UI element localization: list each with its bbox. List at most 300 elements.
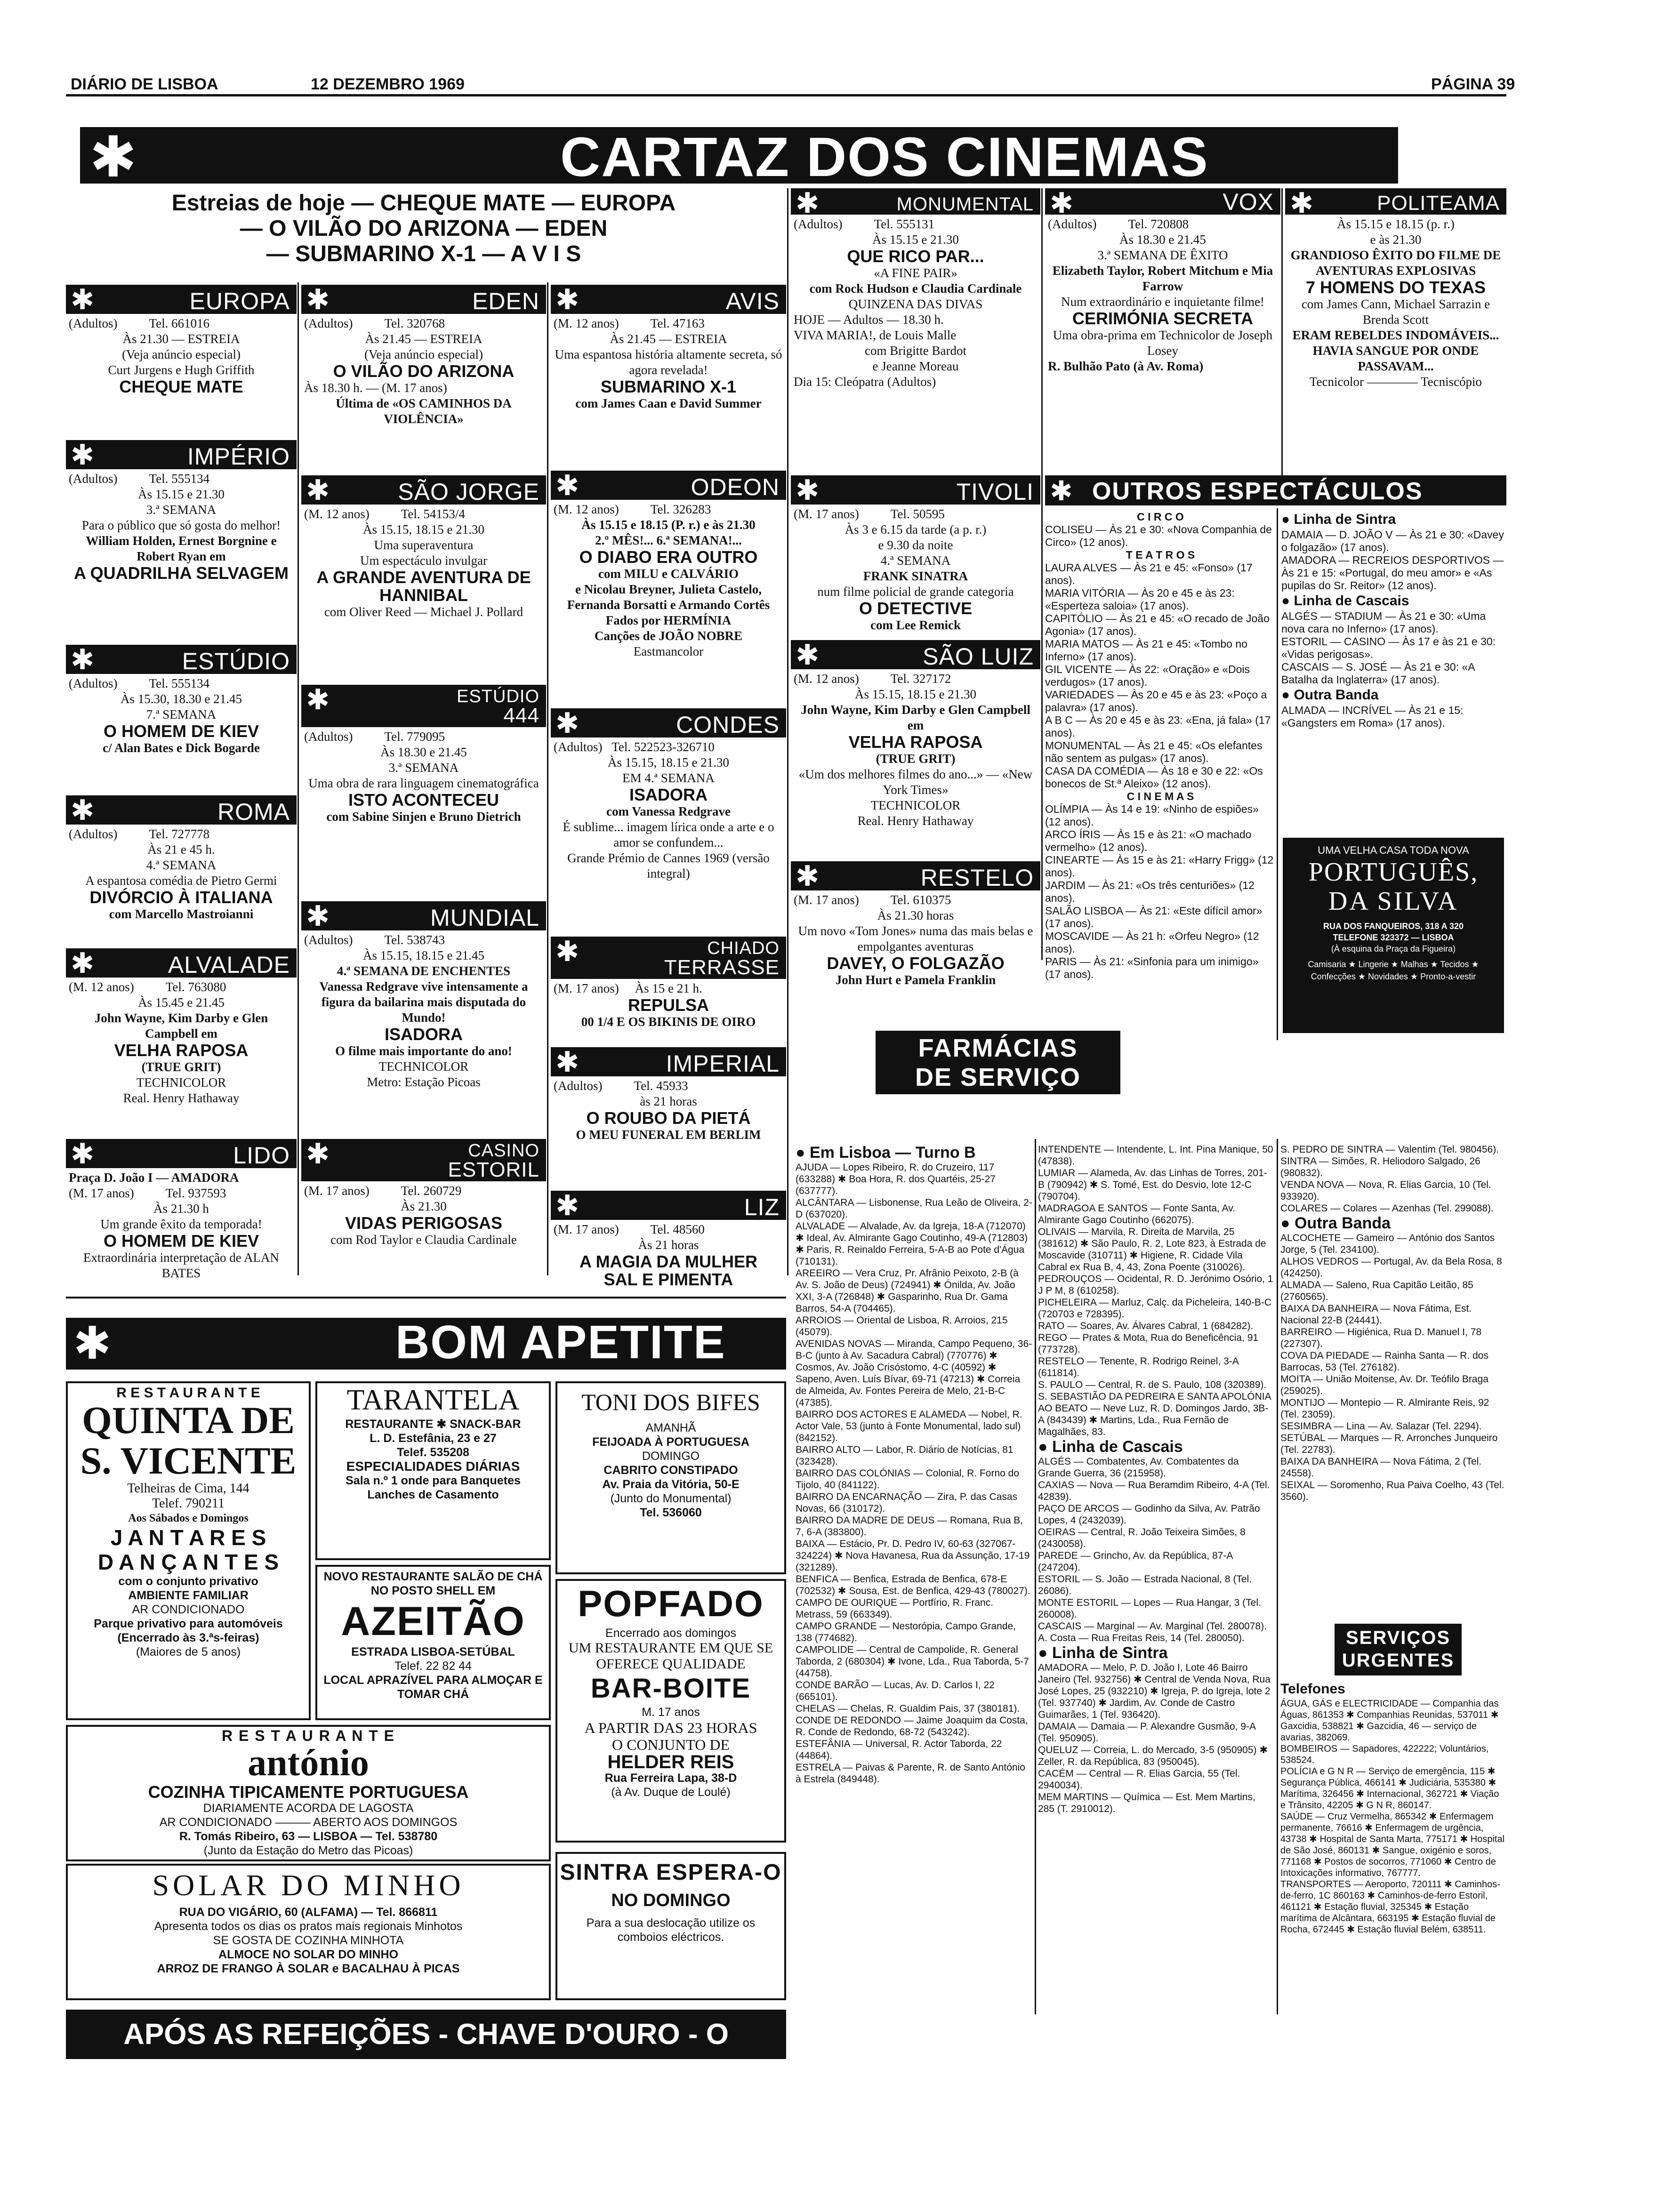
cinema-avis bbox=[551, 285, 786, 473]
info-line: (M. 17 anos) Tel. 50595 bbox=[794, 507, 945, 521]
ad-line: CABRITO CONSTIPADO bbox=[603, 1464, 738, 1477]
premieres-block bbox=[75, 191, 772, 267]
info-line: Dia 15: Cleópatra (Adultos) bbox=[794, 375, 936, 389]
info-line: Real. Henry Hathaway bbox=[857, 814, 974, 828]
info-line: 4.ª SEMANA DE ENCHENTES bbox=[337, 964, 511, 978]
cinema-header bbox=[301, 685, 546, 727]
ad-line: Apresenta todos os dias os pratos mais regionais Minhotos bbox=[154, 1920, 463, 1933]
film-title: REPULSA bbox=[627, 995, 709, 1015]
cinema-name: LIDO bbox=[233, 1142, 290, 1168]
show-line: COLISEU — Às 21 e 30: «Nova Companhia de Circo» (12 anos). bbox=[1045, 523, 1272, 548]
cinema-name: RESTELO bbox=[920, 865, 1034, 890]
film-title: VIDAS PERIGOSAS bbox=[345, 1213, 503, 1233]
cinema-lido bbox=[66, 1139, 297, 1290]
pharmacy-line: CONDE DE REDONDO — Jaime Joaquim da Costa, R. Conde de Redondo, 68-72 (543242). bbox=[796, 1715, 1028, 1738]
asterisk-icon: ✱ bbox=[71, 795, 95, 825]
ad-line: ARROZ DE FRANGO À SOLAR e BACALHAU À PICAS bbox=[157, 1962, 460, 1975]
info-line: Eastmancolor bbox=[633, 644, 704, 658]
show-line: CASCAIS — S. JOSÉ — Às 21 e 30: «A Batalha da Inglaterra» (17 anos). bbox=[1281, 661, 1475, 686]
film-title: O VILÃO DO ARIZONA bbox=[333, 361, 515, 381]
ad-name: HELDER REIS bbox=[607, 1752, 734, 1772]
cinema-header bbox=[791, 475, 1040, 505]
ad-tarantela bbox=[315, 1381, 551, 1560]
ad-line: TELEFONE 323372 — LISBOA bbox=[1333, 933, 1454, 942]
show-line: MARIA VITÓRIA — Às 20 e 45 e às 23: «Esperteza saloia» (17 anos). bbox=[1045, 587, 1235, 612]
cinema-condes bbox=[551, 708, 786, 911]
info-line: 2.º MÊS!... 6.ª SEMANA!... bbox=[595, 533, 742, 547]
info-line: (Adultos) Tel. 720808 bbox=[1048, 217, 1189, 231]
info-line: Uma obra de rara linguagem cinematográfica bbox=[308, 776, 539, 790]
info-line: com James Cann, Michael Sarrazin e Brenda Scott bbox=[1301, 297, 1493, 327]
film-title: 7 HOMENS DO TEXAS bbox=[1305, 278, 1486, 297]
pharmacy-line: BAIRRO DA ENCARNAÇÃO — Zira, P. das Casas Novas, 66 (310172). bbox=[796, 1491, 1018, 1514]
pharmacy-line: DAMAIA — Damaia — P. Alexandre Gusmão, 9-A (Tel. 950905). bbox=[1038, 1721, 1255, 1744]
asterisk-icon: ✱ bbox=[306, 685, 330, 716]
info-line: TECHNICOLOR bbox=[378, 1059, 469, 1074]
pharmacy-line: S. PEDRO DE SINTRA — Valentim (Tel. 980456). bbox=[1280, 1144, 1499, 1155]
info-line: Às 18.30 e 21.45 bbox=[1119, 232, 1206, 247]
info-line: (Adultos) Tel. 555134 bbox=[69, 676, 210, 690]
ad-name: AZEITÃO bbox=[341, 1599, 525, 1644]
cinema-name: TIVOLI bbox=[956, 479, 1034, 505]
info-line: Às 15.15, 18.15 e 21.30 bbox=[363, 522, 484, 537]
cinema-roma bbox=[66, 795, 297, 946]
info-line: com Rock Hudson e Claudia Cardinale bbox=[809, 281, 1022, 296]
pharmacy-line: QUELUZ — Correia, L. do Mercado, 3-5 (950905) ✱ Zeller, R. da República, 83 (950045). bbox=[1038, 1745, 1268, 1767]
pharmacy-line: PAREDE — Grincho, Av. da República, 87-A (247204). bbox=[1038, 1550, 1233, 1573]
asterisk-icon: ✱ bbox=[1050, 475, 1073, 505]
cinema-header bbox=[791, 188, 1040, 215]
cinema-name: SÃO LUIZ bbox=[923, 643, 1034, 669]
cinema-imperio bbox=[66, 440, 297, 642]
info-line: QUINZENA DAS DIVAS bbox=[848, 297, 983, 311]
pharmacy-line: BAIXA DA BANHEIRA — Nova Fátima, Est. Nacional 22-B (24441). bbox=[1280, 1303, 1472, 1326]
pharmacies-col-2 bbox=[1038, 1144, 1273, 1815]
info-line: (Adultos) Tel. 555131 bbox=[794, 217, 935, 231]
film-title: VELHA RAPOSA bbox=[848, 732, 983, 752]
info-line: c/ Alan Bates e Dick Bogarde bbox=[103, 741, 260, 755]
info-line: Às 15.30, 18.30 e 21.45 bbox=[121, 692, 242, 706]
info-line: Extraordinária interpretação de ALAN BATES bbox=[83, 1250, 282, 1280]
ad-quinta-sao-vicente bbox=[66, 1381, 311, 1720]
pharmacy-line: AVENIDAS NOVAS — Miranda, Campo Pequeno, 36-B-C (junto à Av. Sacadura Cabral) (770776) ✱ Cosmos, Av. João Crisóstomo, 4-C (40592) ✱ Sapeno, Aven. Luís Bívar, 69-71 (47213) ✱ Correia de Almeida, Av. Fontes Pereira de Melo, 21-B-C (47385). bbox=[796, 1338, 1032, 1408]
info-line: John Wayne, Kim Darby e Glen Campbell em bbox=[94, 1011, 272, 1041]
info-line: e 9.30 da noite bbox=[878, 538, 953, 552]
pharmacy-line: CAXIAS — Nova — Rua Beramdim Ribeiro, 4-A (Tel. 42839). bbox=[1038, 1480, 1270, 1502]
cinema-estudio bbox=[66, 645, 297, 795]
pharmacy-line: SINTRA — Simões, R. Heliodoro Salgado, 26 (980832). bbox=[1280, 1156, 1480, 1178]
pharmacy-line: MONTIJO — Montepio — R. Almirante Reis, 92 (Tel. 23059). bbox=[1280, 1397, 1489, 1420]
cinema-name: IMPERIAL bbox=[666, 1050, 780, 1076]
info-line: com Rod Taylor e Claudia Cardinale bbox=[330, 1233, 517, 1247]
info-line: Às 18.30 h. — (M. 17 anos) bbox=[304, 381, 447, 395]
cinema-name: ROMA bbox=[217, 799, 290, 825]
info-line: Metro: Estação Picoas bbox=[367, 1075, 481, 1089]
info-line: Às 21.45 — ESTREIA bbox=[610, 332, 727, 346]
ad-sintra-trains bbox=[555, 1852, 786, 2000]
info-line: Às 21 horas bbox=[638, 1238, 699, 1252]
ad-line: R E S T A U R A N T E bbox=[116, 1385, 260, 1401]
column-rule bbox=[547, 282, 548, 1275]
ad-name: BAR-BOITE bbox=[590, 1673, 751, 1704]
show-line: ALGÉS — STADIUM — Às 21 e 30: «Uma nova cara no Inferno» (17 anos). bbox=[1281, 610, 1486, 635]
info-line: GRANDIOSO ÊXITO DO FILME DE AVENTURAS EXPLOSIVAS bbox=[1290, 248, 1504, 278]
region-heading: ● Linha de Cascais bbox=[1038, 1438, 1183, 1456]
pharmacy-line: BAIRRO ALTO — Labor, R. Diário de Notícias, 81 (323428). bbox=[796, 1444, 1014, 1467]
asterisk-icon: ✱ bbox=[71, 440, 95, 469]
pharmacy-line: CAMPOLIDE — Central de Campolide, R. General Taborda, 2 (680304) ✱ Ivone, Lda., Rua Taborda, 5-7 (44758). bbox=[796, 1644, 1029, 1679]
ad-line: RUA DOS FANQUEIROS, 318 A 320 bbox=[1323, 922, 1464, 931]
issue-date: 12 DEZEMBRO 1969 bbox=[311, 75, 465, 93]
ad-name: S. VICENTE bbox=[80, 1439, 297, 1482]
info-line: Às 3 e 6.15 da tarde (a p. r.) bbox=[845, 522, 987, 537]
ad-line: Telheiras de Cima, 144 bbox=[127, 1481, 249, 1496]
ad-name: POPFADO bbox=[578, 1583, 764, 1624]
pharmacy-line: RESTELO — Tenente, R. Rodrigo Reinel, 3-A (611814). bbox=[1038, 1356, 1239, 1378]
ad-line: DOMINGO bbox=[642, 1450, 700, 1463]
cinema-name-line2: ESTORIL bbox=[448, 1158, 539, 1181]
film-title: O ROUBO DA PIETÁ bbox=[586, 1108, 751, 1128]
pharmacy-line: MADRAGOA E SANTOS — Fonte Santa, Av. Almirante Gago Coutinho (662075). bbox=[1038, 1203, 1235, 1226]
asterisk-icon: ✱ bbox=[89, 125, 137, 190]
cinema-name: ODEON bbox=[691, 474, 780, 500]
region-heading: ● Outra Banda bbox=[1280, 1214, 1391, 1232]
ad-name: DA SILVA bbox=[1328, 887, 1459, 916]
cinema-restelo bbox=[791, 861, 1040, 1017]
column-rule bbox=[1277, 1139, 1278, 2014]
pharmacy-line: ARROIOS — Oriental de Lisboa, R. Arroios, 215 (45079). bbox=[796, 1315, 1008, 1338]
pharmacy-line: MONTE ESTORIL — Lopes — Rua Hangar, 3 (Tel. 260008). bbox=[1038, 1597, 1261, 1620]
cinema-header bbox=[301, 475, 546, 505]
asterisk-icon: ✱ bbox=[555, 1191, 579, 1220]
ad-restaurante-antonio bbox=[66, 1725, 551, 1861]
urgent-services-title: SERVIÇOS bbox=[1346, 1627, 1450, 1648]
ad-line: UMA VELHA CASA TODA NOVA bbox=[1318, 844, 1469, 856]
asterisk-icon: ✱ bbox=[555, 285, 579, 314]
ad-line: R. Tomás Ribeiro, 63 — LISBOA — Tel. 538780 bbox=[179, 1830, 438, 1843]
show-line: ALMADA — INCRÍVEL — Às 21 e 15: «Gangsters em Roma» (17 anos). bbox=[1281, 704, 1464, 729]
newspaper-name: DIÁRIO DE LISBOA bbox=[71, 75, 218, 93]
asterisk-icon: ✱ bbox=[796, 640, 820, 669]
ad-line: FEIJOADA À PORTUGUESA bbox=[592, 1435, 749, 1449]
info-line: (Adultos) Tel. 320768 bbox=[304, 316, 445, 330]
info-line: (M. 17 anos) Tel. 48560 bbox=[554, 1222, 705, 1236]
info-line: às 21 horas bbox=[640, 1094, 697, 1108]
ad-name: J A N T A R E S bbox=[110, 1525, 266, 1550]
cinema-header bbox=[66, 285, 297, 314]
film-title: O HOMEM DE KIEV bbox=[103, 721, 259, 741]
film-title: A GRANDE AVENTURA DE HANNIBAL bbox=[316, 568, 536, 605]
show-line: OLÍMPIA — Às 14 e 19: «Ninho de espiões» (12 anos). bbox=[1045, 803, 1259, 828]
service-line: ÁGUA, GÁS e ELECTRICIDADE — Companhia das Águas, 861353 ✱ Companhias Reunidas, 537011 ✱ Gaxcidia, 538821 ✱ Gazcidia, 46 — serviço de avarias, 382069. bbox=[1280, 1699, 1499, 1743]
info-line: Fados por HERMÍNIA bbox=[605, 613, 732, 627]
film-title: CHEQUE MATE bbox=[119, 377, 243, 396]
service-line: SAÚDE — Cruz Vermelha, 865342 ✱ Enfermagem permanente, 76616 ✱ Enfermagem de urgência, 43738 ✱ Hospital de Santa Marta, 775171 ✱ Hospital de São José, 860131 ✱ Sangue, oxigénio e soros, 771168 ✱ Postos de socorros, 771060 ✱ Centro de Intoxicações informativo, 767777. bbox=[1280, 1811, 1505, 1878]
info-line: Um novo «Tom Jones» numa das mais belas e empolgantes aventuras bbox=[798, 924, 1037, 954]
asterisk-icon: ✱ bbox=[555, 1047, 579, 1076]
column-rule bbox=[1041, 188, 1043, 960]
cinema-name: LIZ bbox=[744, 1194, 780, 1220]
ad-line: R E S T A U R A N T E bbox=[222, 1727, 395, 1744]
info-line: Às 21.30 horas bbox=[877, 908, 954, 922]
info-line: e Nicolau Breyner, Julieta Castelo, Fernanda Borsatti e Armando Cortês bbox=[567, 582, 770, 612]
pharmacy-line: BAIXA DA BANHEIRA — Nova Fátima, 2 (Tel. 24558). bbox=[1280, 1456, 1482, 1479]
region-heading: ● Outra Banda bbox=[1281, 687, 1379, 703]
other-shows-header bbox=[1045, 475, 1506, 505]
divider bbox=[66, 1297, 786, 1298]
cinema-alvalade bbox=[66, 948, 297, 1137]
ad-line: Parque privativo para automóveis bbox=[94, 1617, 283, 1630]
cinema-name: AVIS bbox=[725, 288, 780, 314]
cinema-name-number: 444 bbox=[503, 704, 539, 727]
page-title: CARTAZ DOS CINEMAS bbox=[560, 126, 1209, 188]
pharmacy-line: OEIRAS — Central, R. João Teixeira Simões, 8 (2430058). bbox=[1038, 1527, 1246, 1549]
show-line: MONUMENTAL — Às 21 e 45: «Os elefantes não sentem as pulgas» (17 anos). bbox=[1045, 739, 1263, 764]
bom-apetite-title: BOM APETITE bbox=[395, 1316, 726, 1369]
info-line: Real. Henry Hathaway bbox=[123, 1091, 240, 1105]
pharmacy-line: ALCOCHETE — Gameiro — António dos Santos Jorge, 5 (Tel. 234100). bbox=[1280, 1233, 1495, 1255]
info-line: Às 15.15, 18.15 e 21.45 bbox=[363, 948, 484, 962]
pharmacy-line: CHELAS — Chelas, R. Gualdim Pais, 37 (380181). bbox=[796, 1703, 1020, 1714]
ad-line: AMBIENTE FAMILIAR bbox=[128, 1589, 249, 1602]
film-title: O DETECTIVE bbox=[859, 599, 973, 618]
film-title: VELHA RAPOSA bbox=[114, 1041, 249, 1060]
ad-line: Sala n.º 1 onde para Banquetes bbox=[346, 1474, 521, 1487]
asterisk-icon: ✱ bbox=[73, 1317, 112, 1370]
info-line: Às 21.30 — ESTREIA bbox=[122, 332, 240, 346]
pharmacy-line: BAIRRO DAS COLÓNIAS — Colonial, R. Forno do Tijolo, 40 (841122). bbox=[796, 1468, 1019, 1491]
pharmacy-line: CAMPO DE OURIQUE — Portfírio, R. Franc. Metrass, 59 (663349). bbox=[796, 1597, 994, 1620]
cinema-header bbox=[551, 937, 786, 979]
info-line: 4.ª SEMANA bbox=[146, 858, 217, 872]
premieres-line: — O VILÃO DO ARIZONA — EDEN bbox=[240, 216, 608, 241]
cinema-header bbox=[551, 285, 786, 314]
info-line: 3.ª SEMANA bbox=[146, 503, 217, 517]
ad-name: antónio bbox=[248, 1742, 369, 1784]
show-line: CASA DA COMÉDIA — Às 18 e 30 e 22: «Os bonecos de St.ª Aleixo» (12 anos). bbox=[1045, 765, 1263, 790]
ad-line: Encerrado aos domingos bbox=[605, 1627, 736, 1640]
cinema-header bbox=[1045, 188, 1280, 215]
ad-line: Telef. 22 82 44 bbox=[394, 1659, 472, 1673]
cinema-name: ESTÚDIO bbox=[457, 687, 539, 706]
cinema-name: EUROPA bbox=[189, 288, 290, 314]
info-line: Um espectáculo invulgar bbox=[360, 553, 487, 568]
page-number: PÁGINA 39 bbox=[1431, 75, 1515, 93]
info-line: VIVA MARIA!, de Louis Malle bbox=[794, 328, 957, 342]
asterisk-icon: ✱ bbox=[555, 937, 579, 968]
cinema-header bbox=[1285, 188, 1506, 215]
info-line: O filme mais importante do ano! bbox=[335, 1044, 512, 1058]
ad-line: O CONJUNTO DE bbox=[611, 1736, 730, 1753]
pharmacy-line: OLIVAIS — Marvila, R. Direita de Marvila, 25 (381612) ✱ São Paulo, R. 2, Lote 823, à Estrada de Moscavide (310711) ✱ Higiene, R. Cidade Vila Cabral ex Rua B, 4, 43, Zona Poente (310026). bbox=[1038, 1226, 1266, 1273]
cinema-eden bbox=[301, 285, 546, 473]
show-line: LAURA ALVES — Às 21 e 45: «Fonso» (17 anos). bbox=[1045, 561, 1253, 586]
ad-line: NO DOMINGO bbox=[611, 1891, 731, 1910]
info-line: ERAM REBELDES INDOMÁVEIS... HAVIA SANGUE POR ONDE PASSAVAM... bbox=[1292, 328, 1503, 373]
pharmacy-line: CONDE BARÃO — Lucas, Av. D. Carlos I, 22 (665101). bbox=[796, 1680, 995, 1702]
cinema-header bbox=[66, 645, 297, 674]
premieres-line: — SUBMARINO X-1 — A V I S bbox=[266, 241, 581, 266]
urgent-services-subtitle: Telefones bbox=[1280, 1681, 1345, 1697]
pharmacy-line: BENFICA — Benfica, Estrada de Benfica, 678-E (702532) ✱ Sousa, Est. de Benfica, 429-43 (780027). bbox=[796, 1574, 1030, 1596]
info-line: É sublime... imagem lírica onde a arte e o amor se confundem... bbox=[563, 820, 778, 850]
info-line: TECHNICOLOR bbox=[870, 798, 961, 812]
ad-line: Av. Praia da Vitória, 50-E bbox=[602, 1478, 740, 1491]
pharmacies-title: FARMÁCIAS bbox=[918, 1034, 1078, 1062]
show-line: ESTORIL — CASINO — Às 17 e às 21 e 30: «Vidas perigosas». bbox=[1281, 635, 1496, 660]
info-line: «Um dos melhores filmes do ano...» — «New York Times» bbox=[798, 767, 1035, 797]
cinema-sao-jorge bbox=[301, 475, 546, 678]
pharmacy-line: AREEIRO — Vera Cruz, Pr. Afrânio Peixoto, 2-B (à Av. S. João de Deus) (724941) ✱ Ónilda, Av. João XXI, 3-A (726848) ✱ Gasparinho, Rua Dr. Gama Barros, 54-A (704465). bbox=[796, 1268, 1019, 1314]
pharmacy-line: CASCAIS — Marginal — Av. Marginal (Tel. 280078). A. Costa — Rua Freitas Reis, 14 (Tel. 280050). bbox=[1038, 1621, 1267, 1643]
ad-line: COZINHA TIPICAMENTE PORTUGUESA bbox=[148, 1782, 469, 1802]
column-rule bbox=[1281, 188, 1283, 480]
info-line: 3.ª SEMANA DE ÊXITO bbox=[1097, 248, 1228, 262]
asterisk-icon: ✱ bbox=[71, 645, 95, 674]
show-line: VARIEDADES — Às 20 e 45 e às 23: «Poço a palavra» (17 anos). bbox=[1045, 689, 1267, 713]
film-title: O DIABO ERA OUTRO bbox=[579, 547, 758, 567]
ad-line: A PARTIR DAS 23 HORAS bbox=[584, 1719, 757, 1736]
ad-name: TONI DOS BIFES bbox=[581, 1389, 760, 1415]
pharmacy-line: MEM MARTINS — Química — Est. Mem Martins, 285 (T. 2910012). bbox=[1038, 1792, 1255, 1814]
ad-name: PORTUGUÊS, bbox=[1308, 858, 1479, 887]
ad-line: (à Av. Duque de Loulé) bbox=[611, 1786, 731, 1799]
info-line: John Wayne, Kim Darby e Glen Campbell em bbox=[801, 703, 1034, 732]
asterisk-icon: ✱ bbox=[796, 861, 820, 890]
other-shows-title: OUTROS ESPECTÁCULOS bbox=[1092, 478, 1423, 505]
info-line: O MEU FUNERAL EM BERLIM bbox=[576, 1128, 761, 1142]
cinema-header bbox=[301, 1139, 546, 1181]
column-rule bbox=[787, 188, 788, 1275]
cinema-header bbox=[551, 471, 786, 500]
pharmacy-line: PAÇO DE ARCOS — Godinho da Silva, Av. Patrão Lopes, 4 (2432039). bbox=[1038, 1503, 1260, 1526]
pharmacy-line: COLARES — Colares — Azenhas (Tel. 299088). bbox=[1280, 1203, 1494, 1214]
ad-line: Para a sua deslocação utilize os comboios eléctricos. bbox=[586, 1916, 756, 1944]
film-title: ISADORA bbox=[384, 1025, 463, 1044]
show-line: CINEARTE — Às 15 e às 21: «Harry Frigg» (12 anos). bbox=[1045, 854, 1274, 879]
pharmacy-line: ALGÉS — Combatentes, Av. Combatentes da Grande Guerra, 36 (215958). bbox=[1038, 1456, 1239, 1479]
ad-toni-dos-bifes bbox=[555, 1381, 786, 1574]
info-line: (Adultos) Tel. 45933 bbox=[554, 1079, 688, 1093]
cinema-liz bbox=[551, 1191, 786, 1290]
urgent-services-list bbox=[1280, 1680, 1506, 1935]
cinema-header bbox=[791, 640, 1040, 669]
ad-line: ESTRADA LISBOA-SETÚBAL bbox=[351, 1645, 515, 1659]
info-line: (Veja anúncio especial) bbox=[122, 347, 241, 361]
cinema-name: SÃO JORGE bbox=[398, 479, 539, 505]
cinema-name: MONUMENTAL bbox=[896, 194, 1034, 215]
show-line: SALÃO LISBOA — Às 21: «Este difícil amor» (17 anos). bbox=[1045, 905, 1263, 930]
bom-apetite-banner bbox=[66, 1318, 786, 1370]
cinema-name: EDEN bbox=[472, 288, 539, 314]
show-line: T E A T R O S bbox=[1126, 549, 1195, 561]
ad-line: (Junto do Monumental) bbox=[610, 1492, 732, 1505]
info-line: Às 15.15, 18.15 e 21.30 bbox=[608, 755, 729, 769]
ad-chave-douro bbox=[66, 2010, 786, 2100]
cinema-name: CASINO bbox=[468, 1141, 539, 1161]
pharmacies-col-3 bbox=[1280, 1144, 1506, 1503]
ad-solar-do-minho bbox=[66, 1864, 551, 2000]
asterisk-icon: ✱ bbox=[555, 471, 579, 500]
film-title: DAVEY, O FOLGAZÃO bbox=[827, 954, 1005, 973]
info-line: Praça D. João I — AMADORA bbox=[69, 1170, 239, 1185]
ad-line: ALMOCE NO SOLAR DO MINHO bbox=[218, 1948, 398, 1961]
cinema-name: MUNDIAL bbox=[430, 905, 539, 930]
show-line: C I N E M A S bbox=[1126, 790, 1194, 802]
info-line: Às 21 e 45 h. bbox=[147, 842, 215, 857]
ad-line: L. D. Estefânia, 23 e 27 bbox=[370, 1432, 497, 1445]
pharmacy-line: VENDA NOVA — Nova, R. Elias Garcia, 10 (Tel. 933920). bbox=[1280, 1179, 1491, 1202]
info-line: Uma obra-prima em Technicolor de Joseph Losey bbox=[1053, 328, 1276, 358]
pharmacies-col-1 bbox=[796, 1144, 1033, 1785]
cinema-header bbox=[66, 948, 297, 978]
info-line: Vanessa Redgrave vive intensamente a figura da bailarina mais disputada do Mundo! bbox=[319, 979, 531, 1025]
info-line: Uma espantosa história altamente secreta, só agora revelada! bbox=[555, 347, 786, 377]
ad-name: APÓS AS REFEIÇÕES - CHAVE D'OURO - O MELHOR CAFÉ bbox=[123, 2018, 729, 2100]
ad-line: NOVO RESTAURANTE SALÃO DE CHÁ bbox=[323, 1570, 543, 1583]
info-line: Às 15.15 e 21.30 bbox=[138, 487, 225, 501]
ad-line: Camisaria ★ Lingerie ★ Malhas ★ Tecidos ★ Confecções ★ Novidades ★ Pronto-a-vestir bbox=[1308, 960, 1479, 981]
asterisk-icon: ✱ bbox=[71, 285, 95, 314]
asterisk-icon: ✱ bbox=[71, 1139, 95, 1168]
cinema-vox bbox=[1045, 188, 1280, 471]
info-line: Às 15.15 e 21.30 bbox=[872, 232, 959, 247]
service-line: TRANSPORTES — Aeroporto, 720111 ✱ Caminhos-de-ferro, 1C 860163 ✱ Caminhos-de-ferro Estoril, 461121 ✱ Estação fluvial, 325345 ✱ Estação marítima de Alcântara, 663195 ✱ Estação fluvial de Rocha, 672445 ✱ Estação fluvial Belém, 638511. bbox=[1280, 1879, 1500, 1935]
show-line: PARIS — Às 21: «Sinfonia para um inimigo» (17 anos). bbox=[1045, 955, 1259, 980]
info-line: e Jeanne Moreau bbox=[872, 359, 959, 373]
ad-line: Telef. 790211 bbox=[152, 1496, 225, 1511]
ad-name: TARANTELA bbox=[346, 1384, 520, 1416]
pharmacy-line: CAMPO GRANDE — Nestorópia, Campo Grande, 138 (774682). bbox=[796, 1621, 1016, 1643]
cinema-header bbox=[551, 1191, 786, 1220]
pharmacy-line: MOITA — União Moitense, Av. Dr. Teófilo Braga (259025). bbox=[1280, 1374, 1488, 1396]
info-line: com Brigitte Bardot bbox=[865, 344, 966, 358]
pharmacy-line: BAIXA — Estácio, Pr. D. Pedro IV, 60-63 (327067-324224) ✱ Nova Havanesa, Rua da Assunção, 17-19 (321289). bbox=[796, 1539, 1030, 1573]
column-rule bbox=[1277, 508, 1278, 1040]
info-line: com Marcello Mastroianni bbox=[109, 907, 254, 921]
ad-name: SINTRA ESPERA-O bbox=[560, 1860, 782, 1885]
ad-line: Tel. 536060 bbox=[640, 1506, 702, 1519]
cinema-header bbox=[66, 440, 297, 469]
column-rule bbox=[298, 282, 299, 1275]
film-title: A QUADRILHA SELVAGEM bbox=[74, 563, 289, 583]
service-line: BOMBEIROS — Sapadores, 422222; Voluntários, 538524. bbox=[1280, 1744, 1489, 1765]
pharmacy-line: REGO — Prates & Mota, Rua do Beneficência, 91 (773728). bbox=[1038, 1332, 1259, 1355]
cinema-monumental bbox=[791, 188, 1040, 461]
asterisk-icon: ✱ bbox=[1290, 188, 1314, 215]
ad-line: AMANHÃ bbox=[645, 1421, 696, 1435]
region-heading: ● Linha de Sintra bbox=[1281, 512, 1396, 527]
info-line: Às 21.30 bbox=[401, 1199, 447, 1213]
film-title: SUBMARINO X-1 bbox=[600, 377, 737, 396]
cinema-name: VOX bbox=[1223, 189, 1274, 215]
info-line: William Holden, Ernest Borgnine e Robert Ryan em bbox=[86, 534, 280, 563]
cinema-estudio-444 bbox=[301, 685, 546, 892]
pharmacy-line: S. PAULO — Central, R. de S. Paulo, 108 (320389). bbox=[1038, 1379, 1267, 1390]
ad-line: RESTAURANTE ✱ SNACK-BAR bbox=[345, 1418, 521, 1431]
film-title: CERIMÓNIA SECRETA bbox=[1072, 309, 1253, 328]
show-line: JARDIM — Às 21: «Os três centuriões» (12 anos). bbox=[1045, 879, 1255, 904]
info-line: (Adultos) Tel. 522523-326710 bbox=[554, 740, 715, 754]
pharmacy-line: PEDROUÇOS — Ocidental, R. D. Jerónimo Osório, 1 J P M, 8 (610258). bbox=[1038, 1274, 1273, 1296]
info-line: Às 15.15 e 18.15 (p. r.) bbox=[1337, 217, 1455, 231]
asterisk-icon: ✱ bbox=[1050, 188, 1074, 215]
cinema-header bbox=[551, 1047, 786, 1076]
ad-line: Telef. 535208 bbox=[397, 1446, 469, 1459]
info-line: A espantosa comédia de Pietro Germi bbox=[85, 874, 277, 888]
pharmacy-line: ALHOS VEDROS — Portugal, Av. da Bela Rosa, 8 (424250). bbox=[1280, 1256, 1502, 1279]
cinema-name: POLITEAMA bbox=[1377, 192, 1500, 215]
